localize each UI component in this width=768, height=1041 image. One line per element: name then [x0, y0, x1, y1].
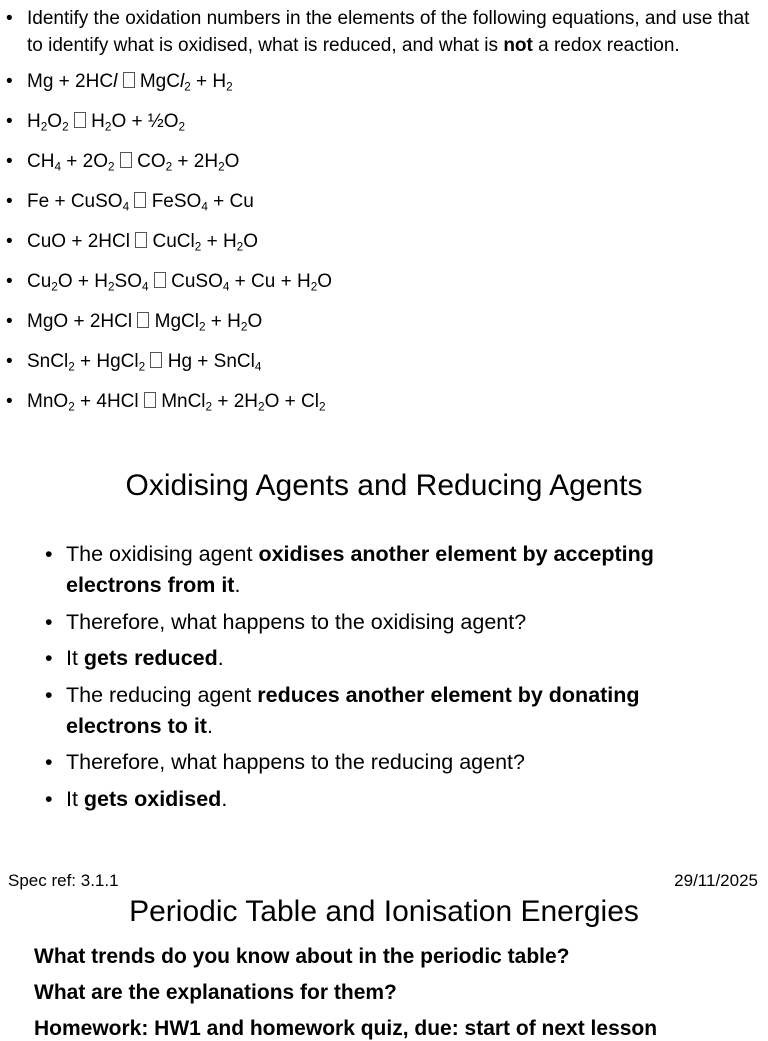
question-explanations: What are the explanations for them? [34, 981, 397, 1004]
subscript: 2 [258, 400, 265, 414]
reaction-arrow-icon [137, 312, 149, 328]
equation-text: + 2H [172, 151, 219, 172]
equation-list [0, 6, 768, 429]
equation-text: Cu [27, 271, 52, 292]
equation-text: CuO + 2HCl [27, 231, 130, 252]
equation-text: O + H [57, 271, 108, 292]
bullet-text: Therefore, what happens to the reducing agent? [66, 750, 525, 774]
equation-text: + 4HCl [74, 391, 139, 412]
equation-item [0, 109, 768, 136]
slide-title: Oxidising Agents and Reducing Agents [125, 469, 643, 502]
bullet: • [6, 71, 13, 92]
subscript: 4 [254, 360, 262, 374]
subscript: 4 [54, 160, 61, 174]
bullet-emphasis: gets oxidised [83, 786, 222, 811]
intro-text-end: a redox reaction. [532, 34, 680, 56]
subscript: 2 [108, 280, 115, 294]
equation-text: SnCl [27, 351, 69, 372]
subscript: 2 [194, 240, 202, 254]
equation-text: MgC [139, 71, 180, 92]
subscript: 2 [62, 120, 69, 134]
equation-text: + 2H [212, 391, 259, 412]
bullet: • [45, 609, 53, 634]
equation-text: SO [114, 271, 142, 292]
equation-text: l [113, 71, 118, 92]
equation-text: + HgCl [74, 351, 139, 372]
equation-text: O [47, 111, 63, 132]
subscript: 2 [108, 160, 115, 174]
equation-text: Fe + CuSO [27, 191, 123, 212]
equation-item [0, 269, 768, 296]
bullet-text: The reducing agent [66, 682, 258, 707]
bullet-text: . [206, 713, 213, 738]
bullet-emphasis: reduces another element by donating electrons to it [66, 682, 640, 738]
reaction-arrow-icon [74, 112, 86, 128]
bullet: • [6, 191, 13, 212]
subscript: 2 [165, 160, 173, 174]
reaction-arrow-icon [123, 72, 135, 88]
intro-instruction [0, 6, 768, 59]
intro-emphasis: not [503, 34, 533, 56]
bullet-text: . [217, 646, 224, 670]
equation-text: l [179, 71, 185, 92]
spec-reference: Spec ref: 3.1.1 [8, 871, 119, 890]
equation-text: + Cu [207, 191, 254, 212]
bullet: • [6, 151, 13, 172]
slide-periodic-table [0, 863, 768, 1040]
subscript: 2 [226, 80, 233, 94]
agent-bullet [40, 643, 700, 674]
agent-bullet [40, 747, 700, 778]
equation-text: + H [205, 311, 241, 332]
bullet: • [6, 351, 13, 372]
equation-text: O [247, 311, 263, 332]
subscript: 2 [40, 120, 48, 134]
slide-redox-equations [0, 0, 768, 433]
subscript: 2 [178, 120, 186, 134]
equation-item [0, 149, 768, 176]
subscript: 2 [310, 280, 318, 294]
subscript: 4 [142, 280, 149, 294]
subscript: 2 [104, 120, 112, 134]
equation-text: O [317, 271, 333, 292]
equation-item [0, 69, 768, 96]
bullet: • [6, 391, 13, 412]
equation-text: CH [27, 151, 55, 172]
equation-text: MnCl [161, 391, 206, 412]
equation-text: MgO + 2HCl [27, 311, 133, 332]
subscript: 2 [51, 280, 58, 294]
equation-text: O + ½O [111, 111, 179, 132]
subscript: 2 [68, 400, 75, 414]
reaction-arrow-icon [144, 392, 156, 408]
equation-text: H [27, 111, 41, 132]
equation-text: MnO [27, 391, 69, 412]
subscript: 2 [198, 320, 206, 334]
agent-bullet [40, 607, 700, 638]
equation-text: + H [190, 71, 227, 92]
slide-date: 29/11/2025 [674, 871, 758, 890]
equation-text: Mg + 2HC [27, 71, 114, 92]
equation-text: O [243, 231, 258, 252]
subscript: 2 [240, 320, 248, 334]
bullet: • [6, 231, 13, 252]
equation-item [0, 189, 768, 216]
subscript: 4 [122, 200, 130, 214]
equation-text: + 2O [61, 151, 108, 172]
agent-bullet [40, 680, 700, 742]
reaction-arrow-icon [154, 272, 166, 288]
equation-text: CO [137, 151, 166, 172]
bullet-text: Therefore, what happens to the oxidising agent? [66, 609, 527, 634]
equation-text: O + Cl [264, 391, 319, 412]
intro-text: Identify the oxidation numbers in the elements of the following equations, and use that to identify what is oxidised, what is reduced, and what is [27, 8, 750, 56]
bullet: • [6, 8, 13, 29]
reaction-arrow-icon [135, 232, 147, 248]
subscript: 2 [236, 240, 244, 254]
agent-bullet [40, 539, 700, 601]
equation-item [0, 309, 768, 336]
bullet: • [45, 542, 53, 566]
bullet-emphasis: oxidises another element by accepting electrons from it [66, 542, 654, 597]
subscript: 2 [184, 80, 191, 94]
subscript: 2 [318, 400, 326, 414]
reaction-arrow-icon [134, 192, 146, 208]
reaction-arrow-icon [120, 152, 132, 168]
bullet-text: The oxidising agent [66, 542, 259, 566]
homework-note: Homework: HW1 and homework quiz, due: start of next lesson [34, 1017, 658, 1040]
equation-text: O [224, 151, 240, 172]
equation-text: CuCl [152, 231, 195, 252]
bullet-text: It [66, 646, 84, 670]
equation-text: Hg + SnCl [167, 351, 255, 372]
equation-text: H [91, 111, 105, 132]
equation-text: + H [201, 231, 237, 252]
bullet-text: . [234, 573, 241, 597]
bullet: • [45, 786, 53, 811]
bullet-text: It [66, 786, 84, 811]
bullet: • [45, 682, 53, 707]
bullet: • [6, 311, 13, 332]
slide-title: Periodic Table and Ionisation Energies [129, 895, 639, 928]
subscript: 4 [201, 200, 208, 214]
subscript: 2 [68, 360, 75, 374]
subscript: 4 [222, 280, 230, 294]
bullet: • [45, 750, 53, 774]
bullet-text: . [221, 786, 228, 811]
bullet-emphasis: gets reduced [83, 646, 218, 670]
slide-oxidising-reducing-agents [0, 433, 768, 863]
bullet: • [45, 646, 53, 670]
bullet: • [6, 111, 13, 132]
equation-item [0, 229, 768, 256]
equation-item [0, 389, 768, 416]
equation-text: MgCl [154, 311, 199, 332]
subscript: 2 [218, 160, 225, 174]
agent-bullet [40, 784, 700, 815]
equation-text: FeSO [151, 191, 202, 212]
equation-text: + Cu + H [229, 271, 311, 292]
equation-text: CuSO [171, 271, 223, 292]
subscript: 2 [138, 360, 146, 374]
reaction-arrow-icon [150, 352, 162, 368]
agent-bullet-list [40, 539, 700, 820]
question-trends: What trends do you know about in the periodic table? [34, 945, 570, 968]
subscript: 2 [205, 400, 213, 414]
bullet: • [6, 271, 13, 292]
equation-item [0, 349, 768, 376]
